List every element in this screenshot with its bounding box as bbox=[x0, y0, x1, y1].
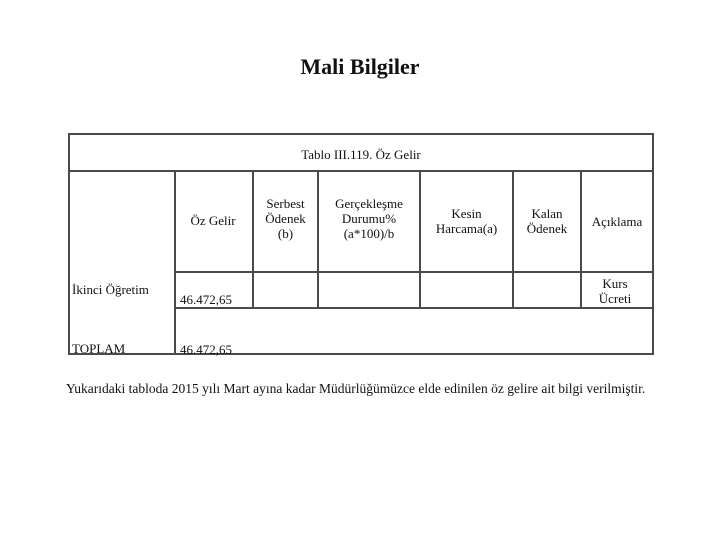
table-rule bbox=[512, 170, 514, 307]
table-rule bbox=[174, 307, 652, 309]
row-value-aciklama: Kurs Ücreti bbox=[598, 276, 632, 306]
oz-gelir-table bbox=[68, 133, 654, 355]
header-aciklama: Açıklama bbox=[591, 214, 643, 229]
row-label-ikinci-ogretim: İkinci Öğretim bbox=[72, 282, 149, 297]
header-serbest-odenek: Serbest Ödenek (b) bbox=[265, 196, 306, 241]
table-footnote: Yukarıdaki tabloda 2015 yılı Mart ayına kadar Müdürlüğümüzce elde edinilen öz gelire ait bilgi verilmiştir. bbox=[66, 381, 646, 396]
table-rule bbox=[174, 170, 176, 353]
page-title: Mali Bilgiler bbox=[300, 54, 420, 79]
header-gerceklesme-durumu: Gerçekleşme Durumu% (a*100)/b bbox=[335, 196, 403, 241]
row-value-oz-gelir: 46.472,65 bbox=[180, 292, 232, 307]
header-kalan-odenek: Kalan Ödenek bbox=[526, 206, 568, 236]
table-rule bbox=[419, 170, 421, 307]
row-value-toplam-oz-gelir: 46.472,65 bbox=[180, 342, 232, 357]
table-rule bbox=[70, 170, 652, 172]
row-label-toplam: TOPLAM bbox=[72, 341, 126, 356]
table-caption: Tablo III.119. Öz Gelir bbox=[301, 147, 421, 162]
header-kesin-harcama: Kesin Harcama(a) bbox=[435, 206, 498, 236]
header-oz-gelir: Öz Gelir bbox=[190, 213, 236, 228]
